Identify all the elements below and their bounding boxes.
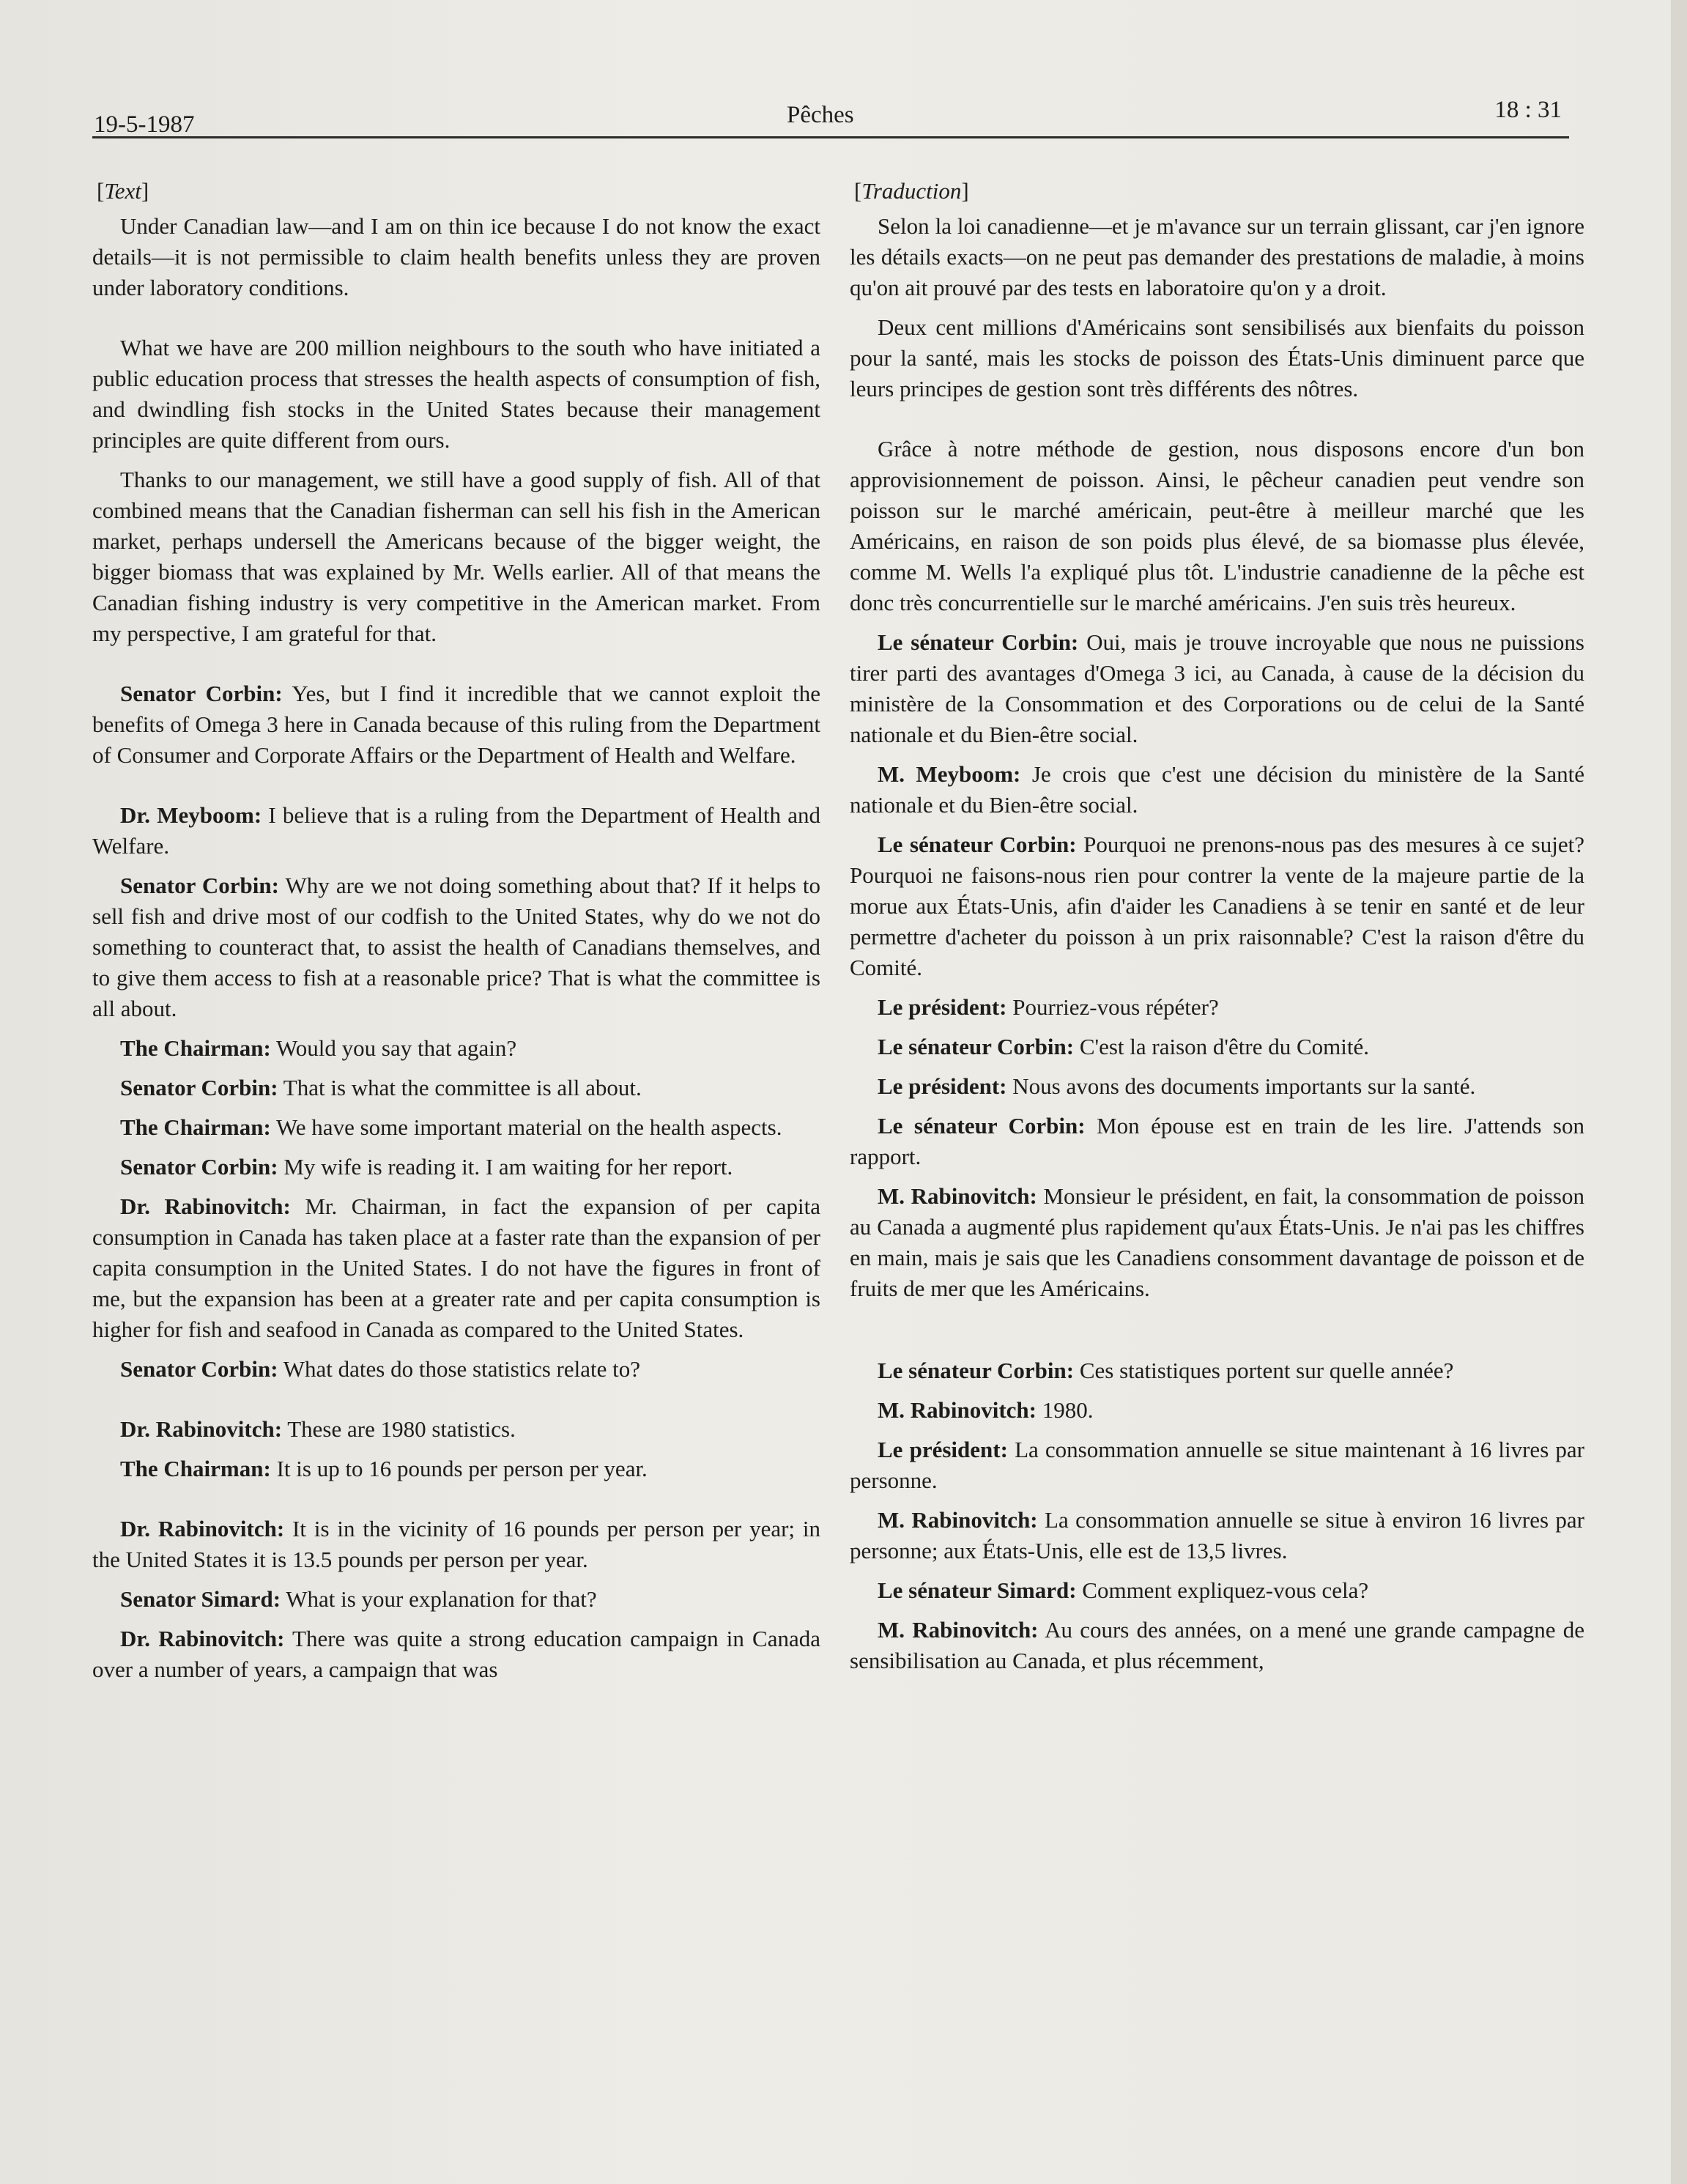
speaker-name: M. Rabinovitch: [878,1507,1038,1533]
speaker-paragraph: The Chairman: It is up to 16 pounds per person per year. [120,1456,648,1481]
speaker-paragraph: Senator Corbin: What dates do those statistics relate to? [120,1356,641,1382]
paragraph: Thanks to our management, we still have a good supply of fish. All of that combined means that the Canadian fisherman can sell his fish in the American market, perhaps undersell the Americans because of the bigger weight, the bigger biomass that was explained by Mr. Wells earlier. All of that means the Canadian fishing industry is very competitive in the American market. From my perspective, I am grateful for that. [92,467,820,646]
speaker-paragraph: Dr. Rabinovitch: There was quite a strong education campaign in Canada over a number of years, a campaign that was [92,1626,820,1682]
speaker-name: Senator Corbin: [120,681,283,706]
speaker-paragraph: M. Rabinovitch: 1980. [878,1397,1094,1423]
speaker-paragraph: Dr. Meyboom: I believe that is a ruling from the Department of Health and Welfare. [92,802,820,859]
speaker-name: The Chairman: [120,1456,271,1481]
speaker-name: Dr. Rabinovitch: [120,1193,291,1219]
speaker-name: Le sénateur Corbin: [878,629,1079,655]
speaker-paragraph: Le président: La consommation annuelle se situe maintenant à 16 livres par personne. [850,1437,1584,1493]
speaker-name: The Chairman: [120,1035,271,1061]
page-header [92,97,1569,138]
speaker-paragraph: The Chairman: We have some important material on the health aspects. [120,1114,782,1140]
speaker-paragraph: Dr. Rabinovitch: It is in the vicinity of 16 pounds per person per year; in the United States it is 13.5 pounds per person per year. [92,1516,821,1572]
speaker-paragraph: Le sénateur Corbin: Pourquoi ne prenons-nous pas des mesures à ce sujet? Pourquoi ne faisons-nous rien pour contrer la vente de la majeure partie de la morue aux États-Unis, afin d'aider les Canadiens à se tenir en santé et de leur permettre d'acheter du poisson à un prix raisonnable? C'est la raison d'être du Comité. [850,832,1584,980]
header-date: 19-5-1987 [94,111,195,138]
speaker-paragraph: The Chairman: Would you say that again? [120,1035,517,1061]
paragraph: Grâce à notre méthode de gestion, nous disposons encore d'un bon approvisionnement de poisson. Ainsi, le pêcheur canadien peut vendre son poisson sur le marché américain, peut-être à meilleur marché que les Américains, en raison de son poids plus élevé, de sa biomasse plus élevée, comme M. Wells l'a expliqué plus tôt. L'industrie canadienne de la pêche est donc très concurrentielle sur le marché américains. J'en suis très heureux. [850,436,1584,615]
speaker-name: Senator Corbin: [120,1154,278,1180]
speaker-name: M. Rabinovitch: [878,1183,1037,1209]
speaker-paragraph: M. Meyboom: Je crois que c'est une décision du ministère de la Santé nationale et du Bien-être social. [850,761,1584,818]
speaker-name: Le sénateur Simard: [878,1577,1077,1603]
speaker-paragraph: Senator Corbin: Yes, but I find it incredible that we cannot exploit the benefits of Omega 3 here in Canada because of this ruling from the Department of Consumer and Corporate Affairs or the Department of Health and Welfare. [92,681,821,768]
speaker-paragraph: Dr. Rabinovitch: Mr. Chairman, in fact the expansion of per capita consumption in Canada has taken place at a faster rate than the expansion of per capita consumption in the United States. I do not have the figures in front of me, but the expansion has been at a greater rate and per capita consumption is higher for fish and seafood in Canada as compared to the United States. [92,1193,821,1342]
speaker-name: Le sénateur Corbin: [878,832,1077,857]
speaker-name: Le sénateur Corbin: [878,1358,1075,1383]
speaker-name: Le président: [878,1437,1008,1462]
speaker-name: Le sénateur Corbin: [878,1113,1086,1139]
speaker-name: M. Rabinovitch: [878,1617,1039,1643]
french-column [850,176,1584,1685]
speaker-paragraph: Dr. Rabinovitch: These are 1980 statistics. [120,1416,516,1442]
speaker-name: Senator Simard: [120,1586,281,1612]
speaker-name: Dr. Meyboom: [120,802,262,828]
speaker-name: The Chairman: [120,1114,271,1140]
speaker-name: Senator Corbin: [120,1356,278,1382]
speaker-paragraph: Le sénateur Simard: Comment expliquez-vous cela? [878,1577,1369,1603]
header-page-number: 18 : 31 [1494,97,1562,123]
speaker-paragraph: M. Rabinovitch: Au cours des années, on a mené une grande campagne de sensibilisation au Canada, et plus récemment, [850,1617,1585,1673]
speaker-paragraph: Senator Simard: What is your explanation for that? [120,1586,597,1612]
speaker-paragraph: Le sénateur Corbin: Ces statistiques portent sur quelle année? [878,1358,1454,1383]
speaker-name: Senator Corbin: [120,1075,278,1100]
speaker-paragraph: M. Rabinovitch: Monsieur le président, en fait, la consommation de poisson au Canada a augmenté plus rapidement qu'aux États-Unis. Je n'ai pas les chiffres en main, mais je sais que les Canadiens consomment davantage de poisson et de fruits de mer que les Américains. [850,1183,1584,1301]
speaker-paragraph: Le président: Nous avons des documents importants sur la santé. [878,1073,1476,1099]
speaker-paragraph: Le sénateur Corbin: C'est la raison d'être du Comité. [878,1034,1369,1059]
paragraph: What we have are 200 million neighbours to the south who have initiated a public education process that stresses the health aspects of consumption of fish, and dwindling fish stocks in the United States because their management principles are quite different from ours. [92,335,820,453]
speaker-paragraph: Le président: Pourriez-vous répéter? [878,994,1219,1020]
speaker-name: Dr. Rabinovitch: [120,1516,285,1541]
speaker-name: Dr. Rabinovitch: [120,1626,285,1651]
english-column [92,176,820,1694]
language-label: [Text] [97,178,149,204]
paragraph: Deux cent millions d'Américains sont sensibilisés aux bienfaits du poisson pour la santé, mais les stocks de poisson des États-Unis diminuent parce que leurs principes de gestion sont très différents des nôtres. [850,314,1584,401]
speaker-name: Le sénateur Corbin: [878,1034,1075,1059]
speaker-name: Le président: [878,1073,1007,1099]
speaker-name: Dr. Rabinovitch: [120,1416,283,1442]
speaker-paragraph: Le sénateur Corbin: Mon épouse est en train de les lire. J'attends son rapport. [850,1113,1584,1169]
speaker-paragraph: Senator Corbin: That is what the committee is all about. [120,1075,642,1100]
page-edge [1671,0,1687,2184]
speaker-name: Senator Corbin: [120,873,279,898]
paragraph: Under Canadian law—and I am on thin ice because I do not know the exact details—it is not permissible to claim health benefits unless they are proven under laboratory conditions. [92,213,820,300]
speaker-paragraph: Le sénateur Corbin: Oui, mais je trouve incroyable que nous ne puissions tirer parti des avantages d'Omega 3 ici, au Canada, à cause de la décision du ministère de la Consommation et des Corporations ou de celui de la Santé nationale et du Bien-être social. [850,629,1584,747]
speaker-paragraph: Senator Corbin: Why are we not doing something about that? If it helps to sell fish and drive most of our codfish to the United States, why do we not do something to counteract that, to assist the health of Canadians themselves, and to give them access to fish at a reasonable price? That is what the committee is all about. [92,873,820,1021]
speaker-name: M. Rabinovitch: [878,1397,1037,1423]
language-label: [Traduction] [854,178,969,204]
speaker-paragraph: M. Rabinovitch: La consommation annuelle se situe à environ 16 livres par personne; aux États-Unis, elle est de 13,5 livres. [850,1507,1585,1563]
paragraph: Selon la loi canadienne—et je m'avance sur un terrain glissant, car j'en ignore les détails exacts—on ne peut pas demander des prestations de maladie, à moins qu'on ait prouvé par des tests en laboratoire qu'on y a droit. [850,213,1584,300]
speaker-name: M. Meyboom: [878,761,1021,787]
speaker-name: Le président: [878,994,1007,1020]
speaker-paragraph: Senator Corbin: My wife is reading it. I am waiting for her report. [120,1154,733,1180]
header-title: Pêches [787,102,854,128]
